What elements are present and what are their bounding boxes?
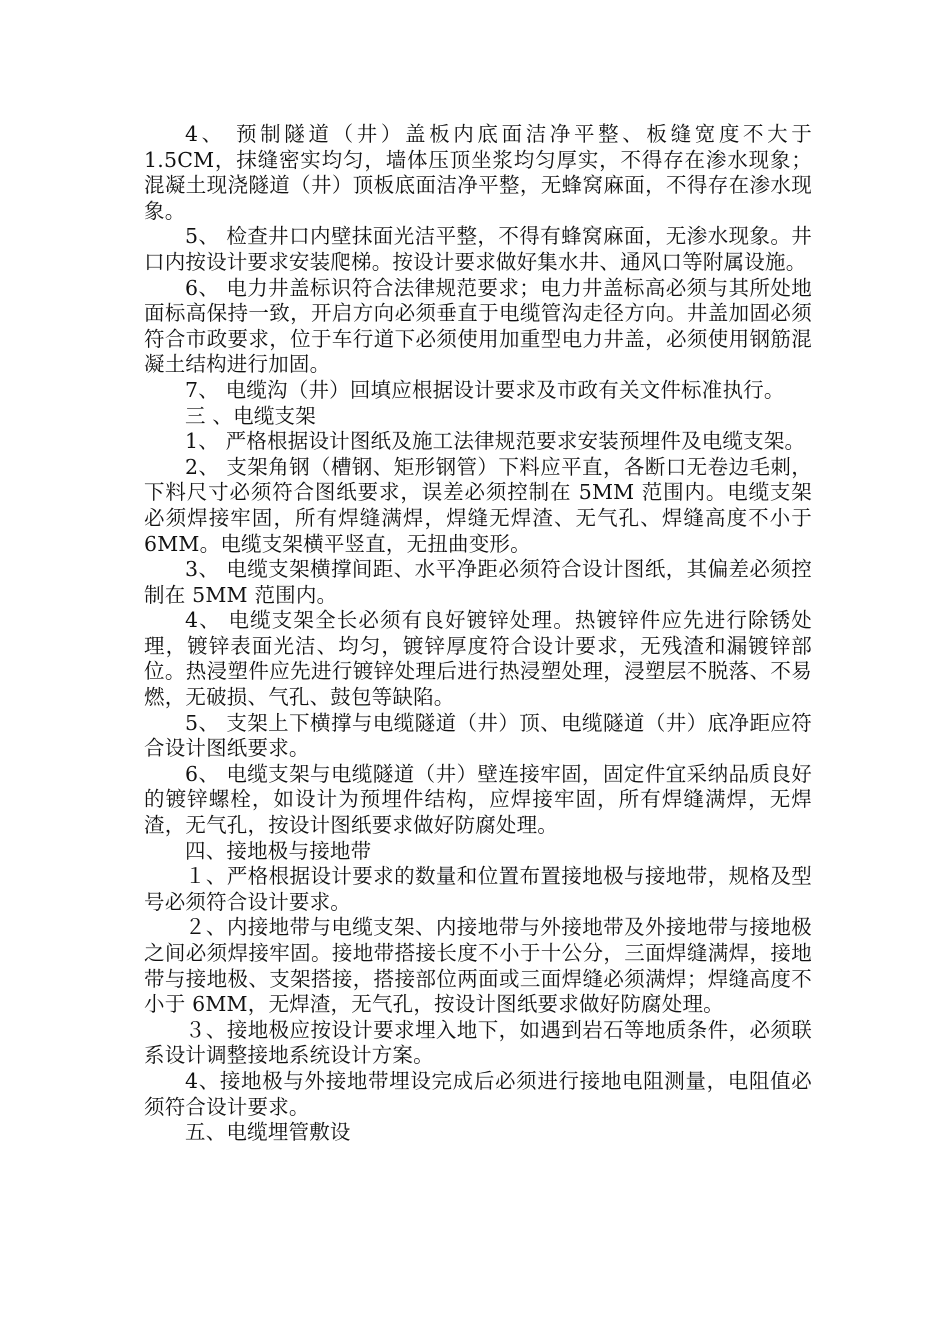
- section-heading-grounding: 四、接地极与接地带: [185, 838, 372, 863]
- paragraph-item-7-backfill: 7、 电缆沟（井）回填应根据设计要求及市政有关文件标准执行。: [185, 377, 785, 402]
- paragraph-support-5: 5、 支架上下横撑与电缆隧道（井）顶、电缆隧道（井）底净距应符合设计图纸要求。: [144, 710, 812, 761]
- document-page: [144, 122, 812, 1146]
- paragraph-support-6: 6、 电缆支架与电缆隧道（井）壁连接牢固，固定件宜采纳品质良好的镀锌螺栓，如设计为预埋件结构，应焊接牢固，所有焊缝满焊，无焊渣，无气孔，按设计图纸要求做好防腐处理。: [144, 761, 812, 838]
- paragraph-item-6-manhole-cover: 6、 电力井盖标识符合法律规范要求；电力井盖标高必须与其所处地面标高保持一致，开启方向必须垂直于电缆管沟走径方向。井盖加固必须符合市政要求，位于车行道下必须使用加重型电力井盖，必须使用钢筋混凝土结构进行加固。: [144, 275, 812, 377]
- section-heading-cable-support: 三 、电缆支架: [185, 403, 316, 428]
- paragraph-grounding-3: ３、接地极应按设计要求埋入地下，如遇到岩石等地质条件，必须联系设计调整接地系统设计方案。: [144, 1017, 812, 1068]
- paragraph-support-3: 3、 电缆支架横撑间距、水平净距必须符合设计图纸，其偏差必须控制在 5MM 范围内。: [144, 557, 812, 607]
- paragraph-support-4: 4、 电缆支架全长必须有良好镀锌处理。热镀锌件应先进行除锈处理，镀锌表面光洁、均匀，镀锌厚度符合设计要求，无残渣和漏镀锌部位。热浸塑件应先进行镀锌处理后进行热浸塑处理，浸塑层不脱落、不易燃，无破损、气孔、鼓包等缺陷。: [144, 608, 812, 710]
- paragraph-grounding-4: 4、接地极与外接地带埋设完成后必须进行接地电阻测量，电阻值必须符合设计要求。: [144, 1068, 812, 1119]
- paragraph-item-5-manhole-wall: 5、 检查井口内壁抹面光洁平整，不得有蜂窝麻面，无渗水现象。井口内按设计要求安装爬梯。按设计要求做好集水井、通风口等附属设施。: [144, 224, 812, 274]
- paragraph-support-1: 1、 严格根据设计图纸及施工法律规范要求安装预埋件及电缆支架。: [185, 429, 806, 454]
- paragraph-grounding-2: ２、内接地带与电缆支架、内接地带与外接地带及外接地带与接地极之间必须焊接牢固。接地带搭接长度不小于十公分，三面焊缝满焊，接地带与接地极、支架搭接，搭接部位两面或三面焊缝必须满焊；焊缝高度不小于 6MM，无焊渣，无气孔，按设计图纸要求做好防腐处理。: [144, 915, 812, 1017]
- paragraph-item-4-cover-plate: 4、 预制隧道（井）盖板内底面洁净平整、板缝宽度不大于1.5CM，抹缝密实均匀，墙体压顶坐浆均匀厚实，不得存在渗水现象；混凝土现浇隧道（井）顶板底面洁净平整，无蜂窝麻面，不得存在渗水现象。: [144, 122, 812, 223]
- section-heading-cable-conduit: 五、电缆埋管敷设: [185, 1120, 351, 1145]
- paragraph-support-2: 2、 支架角钢（槽钢、矩形钢管）下料应平直，各断口无卷边毛刺，下料尺寸必须符合图纸要求，误差必须控制在 5MM 范围内。电缆支架必须焊接牢固，所有焊缝满焊，焊缝无焊渣、无气孔、焊缝高度不小于 6MM。电缆支架横平竖直，无扭曲变形。: [144, 454, 812, 556]
- paragraph-grounding-1: １、严格根据设计要求的数量和位置布置接地极与接地带，规格及型号必须符合设计要求。: [144, 864, 812, 914]
